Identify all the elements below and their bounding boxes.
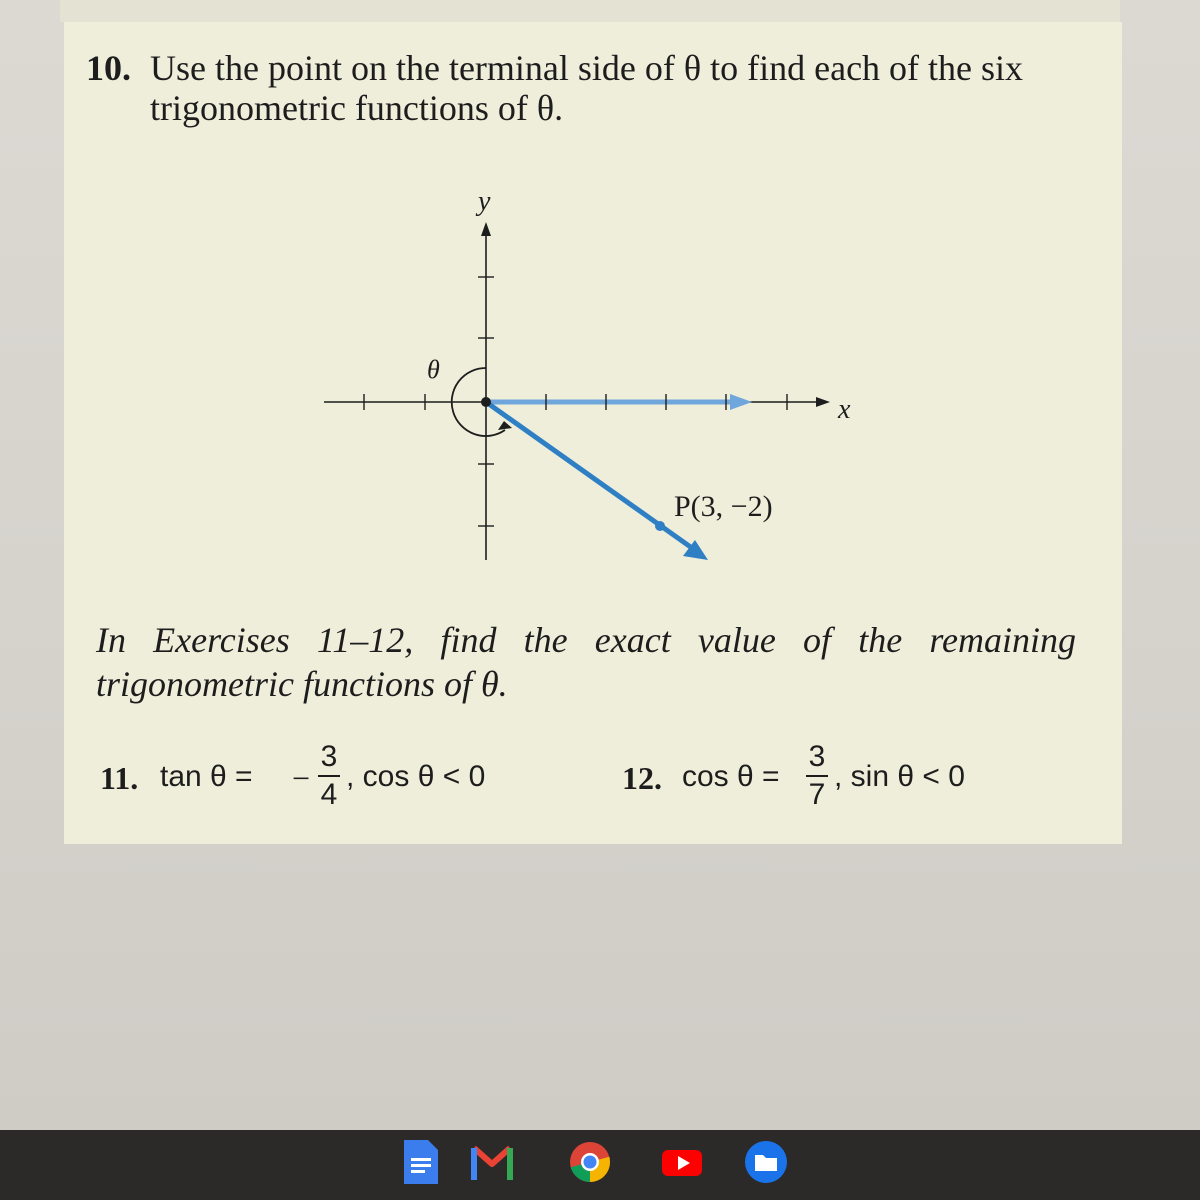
terminal-side-diagram (300, 180, 880, 580)
fraction (802, 740, 832, 812)
fraction-denominator: 4 (320, 778, 338, 811)
page-top-strip (60, 0, 1120, 22)
initial-side-arrow (730, 394, 752, 410)
exercise-lhs: cos θ = (682, 760, 780, 793)
point-label: P(3, −2) (674, 490, 773, 523)
exercise-12 (622, 740, 1062, 820)
origin-point (481, 397, 491, 407)
docs-icon[interactable] (398, 1140, 442, 1184)
fraction-numerator: 3 (808, 740, 826, 773)
exercise-condition: , cos θ < 0 (346, 760, 486, 793)
exercise-lhs: tan θ = (160, 760, 253, 793)
x-axis-arrow (816, 397, 830, 407)
fraction-numerator: 3 (320, 740, 338, 773)
point-p (655, 521, 665, 531)
fraction-bar (806, 775, 828, 777)
exercise-number: 12. (622, 760, 662, 796)
gmail-icon[interactable] (470, 1140, 514, 1184)
angle-arc-arrow (498, 421, 512, 430)
youtube-icon[interactable] (660, 1140, 704, 1184)
exercise-condition: , sin θ < 0 (834, 760, 965, 793)
files-icon[interactable] (744, 1140, 788, 1184)
x-axis-label: x (838, 394, 851, 425)
fraction-denominator: 7 (808, 778, 826, 811)
exercise-sign: − (292, 760, 311, 796)
problem-number: 10. (86, 48, 131, 88)
chrome-icon[interactable] (568, 1140, 612, 1184)
fraction (314, 740, 344, 812)
y-axis-label: y (478, 186, 491, 217)
exercise-11 (100, 740, 560, 820)
fraction-bar (318, 775, 340, 777)
exercise-instructions: In Exercises 11–12, find the exact value of the remaining trigonometric functions of θ. (96, 620, 1076, 704)
y-axis-arrow (481, 222, 491, 236)
angle-label: θ (427, 355, 440, 384)
problem-text: Use the point on the terminal side of θ to find each of the six trigonometric functions of θ. (150, 48, 1024, 128)
exercise-number: 11. (100, 760, 139, 796)
